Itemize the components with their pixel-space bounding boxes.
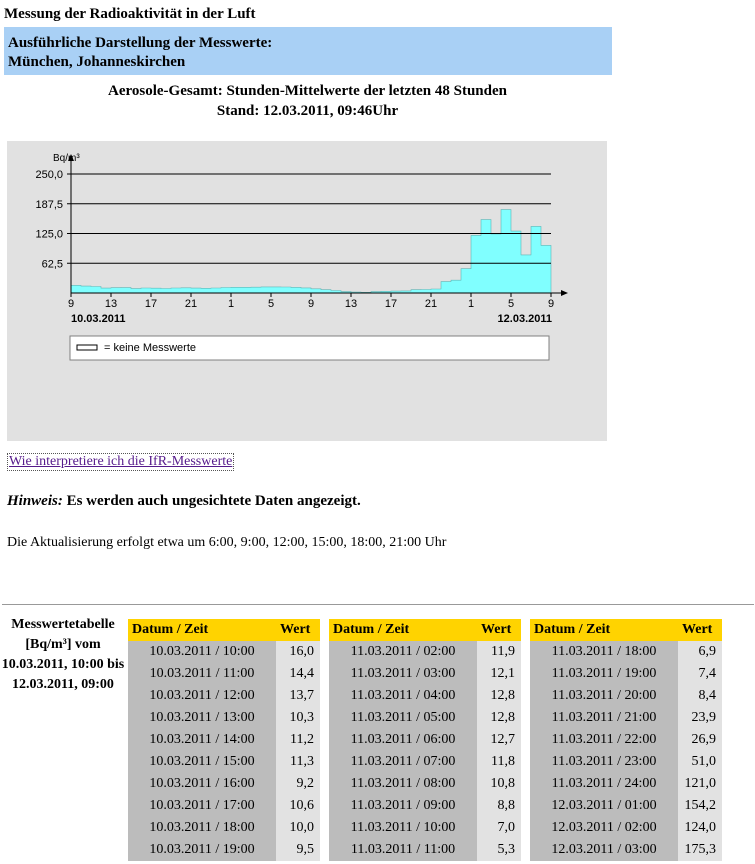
table-row [530,729,722,751]
cell-datetime: 12.03.2011 / 03:00 [530,839,678,861]
x-tick-label: 17 [384,298,398,310]
station-name: München, Johanneskirchen [8,54,186,70]
date-start-label: 10.03.2011 [71,313,126,325]
data-area [71,210,551,293]
notice [7,493,361,510]
col-header-value: Wert [276,619,320,641]
cell-value: 11,3 [276,751,320,773]
cell-value: 12,8 [477,685,521,707]
cell-value: 26,9 [678,729,722,751]
cell-value: 9,5 [276,839,320,861]
table-row [530,795,722,817]
y-axis-unit: Bq/m³ [53,153,80,164]
table-row [530,751,722,773]
update-schedule: Die Aktualisierung erfolgt etwa um 6:00, 9:00, 12:00, 15:00, 18:00, 21:00 Uhr [7,535,447,550]
x-tick-label: 1 [467,298,475,310]
cell-datetime: 11.03.2011 / 19:00 [530,663,678,685]
table-row [329,641,521,663]
table-row [530,839,722,861]
date-end-label: 12.03.2011 [497,313,552,325]
cell-value: 16,0 [276,641,320,663]
cell-value: 11,9 [477,641,521,663]
cell-datetime: 12.03.2011 / 01:00 [530,795,678,817]
cell-value: 10,3 [276,707,320,729]
table-row [329,839,521,861]
cell-datetime: 11.03.2011 / 23:00 [530,751,678,773]
page-title: Messung der Radioaktivität in der Luft [4,6,256,22]
cell-value: 7,4 [678,663,722,685]
table-row [128,773,320,795]
cell-value: 14,4 [276,663,320,685]
cell-value: 9,2 [276,773,320,795]
col-header-date: Datum / Zeit [128,619,276,641]
table-row [329,663,521,685]
cell-datetime: 10.03.2011 / 17:00 [128,795,276,817]
cell-value: 10,6 [276,795,320,817]
table-row [530,773,722,795]
cell-value: 13,7 [276,685,320,707]
radioactivity-chart [7,141,607,441]
x-tick-label: 13 [344,298,358,310]
cell-datetime: 11.03.2011 / 18:00 [530,641,678,663]
divider [2,604,754,605]
cell-datetime: 11.03.2011 / 21:00 [530,707,678,729]
station-header [4,27,612,75]
col-header-value: Wert [477,619,521,641]
cell-value: 154,2 [678,795,722,817]
cell-datetime: 10.03.2011 / 12:00 [128,685,276,707]
cell-datetime: 11.03.2011 / 09:00 [329,795,477,817]
notice-label: Hinweis: [7,493,63,509]
cell-datetime: 11.03.2011 / 07:00 [329,751,477,773]
x-tick-label: 9 [307,298,315,310]
interpretation-link[interactable]: Wie interpretiere ich die IfR-Messwerte [9,454,233,469]
x-tick-label: 1 [227,298,235,310]
col-header-date: Datum / Zeit [329,619,477,641]
cell-value: 8,8 [477,795,521,817]
cell-datetime: 11.03.2011 / 05:00 [329,707,477,729]
cell-value: 51,0 [678,751,722,773]
x-axis-arrow [561,290,568,296]
cell-datetime: 11.03.2011 / 04:00 [329,685,477,707]
cell-datetime: 10.03.2011 / 13:00 [128,707,276,729]
cell-value: 10,8 [477,773,521,795]
cell-value: 12,1 [477,663,521,685]
col-header-value: Wert [678,619,722,641]
cell-datetime: 10.03.2011 / 11:00 [128,663,276,685]
values-table-1 [128,619,320,861]
table-row [128,751,320,773]
table-row [329,773,521,795]
cell-datetime: 10.03.2011 / 16:00 [128,773,276,795]
x-tick-label: 9 [547,298,555,310]
table-row [530,663,722,685]
table-row [128,729,320,751]
cell-value: 11,2 [276,729,320,751]
cell-value: 6,9 [678,641,722,663]
legend-swatch [77,345,97,350]
cell-datetime: 10.03.2011 / 19:00 [128,839,276,861]
cell-datetime: 10.03.2011 / 18:00 [128,817,276,839]
cell-datetime: 11.03.2011 / 11:00 [329,839,477,861]
cell-datetime: 11.03.2011 / 08:00 [329,773,477,795]
table-row [128,795,320,817]
x-tick-label: 13 [104,298,118,310]
cell-datetime: 11.03.2011 / 10:00 [329,817,477,839]
cell-value: 8,4 [678,685,722,707]
cell-value: 124,0 [678,817,722,839]
cell-value: 175,3 [678,839,722,861]
cell-datetime: 12.03.2011 / 02:00 [530,817,678,839]
cell-datetime: 10.03.2011 / 10:00 [128,641,276,663]
cell-value: 23,9 [678,707,722,729]
y-tick-label: 250,0 [35,169,63,181]
col-header-date: Datum / Zeit [530,619,678,641]
header-description: Ausführliche Darstellung der Messwerte: [8,35,273,51]
x-tick-label: 21 [184,298,198,310]
table-row [128,685,320,707]
x-tick-label: 21 [424,298,438,310]
y-tick-label: 62,5 [41,258,63,271]
cell-value: 5,3 [477,839,521,861]
table-row [128,641,320,663]
cell-datetime: 10.03.2011 / 14:00 [128,729,276,751]
legend-label: = keine Messwerte [104,342,197,354]
x-tick-label: 5 [267,298,275,310]
x-tick-label: 9 [67,298,75,310]
table-row [530,817,722,839]
cell-datetime: 11.03.2011 / 22:00 [530,729,678,751]
cell-datetime: 11.03.2011 / 03:00 [329,663,477,685]
cell-datetime: 11.03.2011 / 20:00 [530,685,678,707]
chart-panel [7,141,607,441]
notice-text: Es werden auch ungesichtete Daten angezeigt. [62,493,361,509]
table-row [128,817,320,839]
x-tick-label: 5 [507,298,515,310]
table-row [128,707,320,729]
cell-value: 12,8 [477,707,521,729]
cell-value: 121,0 [678,773,722,795]
table-row [329,751,521,773]
cell-datetime: 10.03.2011 / 15:00 [128,751,276,773]
cell-datetime: 11.03.2011 / 24:00 [530,773,678,795]
cell-datetime: 11.03.2011 / 06:00 [329,729,477,751]
table-row [128,663,320,685]
table-row [530,641,722,663]
cell-value: 10,0 [276,817,320,839]
table-row [329,707,521,729]
y-tick-label: 125,0 [35,228,63,241]
cell-value: 12,7 [477,729,521,751]
cell-value: 11,8 [477,751,521,773]
table-row [329,685,521,707]
values-table-2 [329,619,521,861]
table-row [329,795,521,817]
table-row [128,839,320,861]
table-row [329,729,521,751]
table-row [530,685,722,707]
values-table-3 [530,619,722,861]
chart-timestamp: Stand: 12.03.2011, 09:46Uhr [216,103,399,119]
table-row [530,707,722,729]
table-caption: Messwertetabelle [Bq/m³] vom 10.03.2011, 10:00 bis 12.03.2011, 09:00 [1,617,125,692]
y-tick-label: 187,5 [35,198,63,211]
chart-title: Aerosole-Gesamt: Stunden-Mittelwerte der letzten 48 Stunden [108,83,507,99]
cell-value: 7,0 [477,817,521,839]
cell-datetime: 11.03.2011 / 02:00 [329,641,477,663]
x-tick-label: 17 [144,298,158,310]
table-row [329,817,521,839]
